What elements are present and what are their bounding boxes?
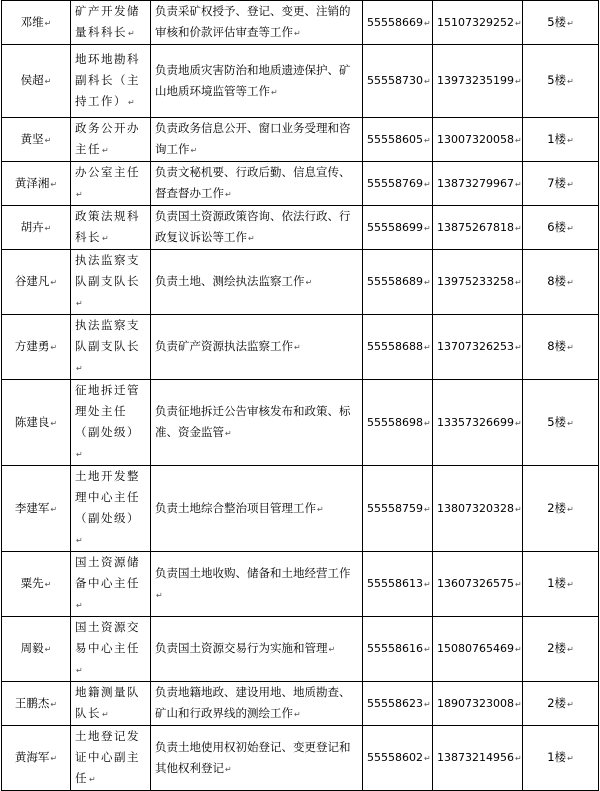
return-mark-icon: ↵ bbox=[156, 590, 163, 600]
staff-name-cell bbox=[2, 380, 71, 466]
staff-name: 谷建凡 bbox=[14, 274, 50, 288]
staff-duty-cell bbox=[151, 552, 363, 617]
staff-title-cell bbox=[71, 726, 151, 791]
return-mark-icon: ↵ bbox=[50, 179, 58, 189]
office-phone: 55558616 bbox=[367, 642, 423, 655]
floor-location: 5楼 bbox=[547, 73, 567, 87]
staff-name-cell bbox=[2, 162, 71, 206]
staff-name: 方建勇 bbox=[14, 339, 50, 353]
staff-duty: 负责征地拆迁公告审核发布和政策、标准、资金监管 bbox=[155, 404, 351, 439]
return-mark-icon: ↵ bbox=[50, 278, 58, 287]
office-phone-cell bbox=[363, 1, 433, 45]
return-mark-icon: ↵ bbox=[514, 645, 522, 654]
staff-title: 国土资源储备中心主任 bbox=[75, 555, 140, 590]
staff-title-cell bbox=[71, 118, 151, 162]
staff-duty: 负责矿产资源执法监察工作 bbox=[155, 339, 293, 353]
staff-duty: 负责地质灾害防治和地质遗迹保护、矿山地质环境监管等工作 bbox=[155, 62, 351, 98]
staff-title-cell bbox=[71, 162, 151, 206]
mobile-phone: 13873214956 bbox=[437, 751, 514, 764]
return-mark-icon: ↵ bbox=[514, 77, 522, 86]
return-mark-icon: ↵ bbox=[424, 645, 431, 654]
staff-title-cell bbox=[71, 1, 151, 45]
staff-name-cell bbox=[2, 1, 71, 45]
staff-title: 地环地勘科副科长（主持工作） bbox=[75, 52, 140, 108]
office-phone-cell bbox=[363, 45, 433, 118]
office-phone: 55558699 bbox=[367, 220, 423, 234]
staff-name-cell bbox=[2, 206, 71, 250]
return-mark-icon: ↵ bbox=[567, 504, 574, 514]
mobile-phone-cell bbox=[433, 380, 523, 466]
staff-duty-cell bbox=[151, 617, 363, 682]
table-row bbox=[2, 466, 599, 552]
return-mark-icon: ↵ bbox=[44, 223, 52, 233]
floor-location-cell bbox=[523, 466, 599, 552]
return-mark-icon: ↵ bbox=[567, 77, 574, 86]
return-mark-icon: ↵ bbox=[294, 343, 301, 352]
office-phone-cell bbox=[363, 552, 433, 617]
return-mark-icon: ↵ bbox=[424, 77, 431, 86]
staff-title-cell bbox=[71, 466, 151, 552]
return-mark-icon: ↵ bbox=[424, 18, 431, 28]
staff-name: 王鹏杰 bbox=[14, 695, 50, 710]
floor-location-cell bbox=[523, 118, 599, 162]
staff-name: 侯超 bbox=[20, 73, 44, 87]
return-mark-icon: ↵ bbox=[424, 580, 431, 589]
staff-title: 执法监察支队副支队长 bbox=[75, 253, 140, 288]
return-mark-icon: ↵ bbox=[44, 18, 52, 28]
floor-location: 7楼 bbox=[547, 175, 567, 190]
office-phone-cell bbox=[363, 206, 433, 250]
return-mark-icon: ↵ bbox=[424, 504, 431, 514]
mobile-phone: 13975233258 bbox=[437, 275, 514, 288]
return-mark-icon: ↵ bbox=[514, 135, 522, 145]
staff-duty: 负责国土资源交易行为实施和管理 bbox=[155, 641, 328, 655]
staff-name: 李建军 bbox=[14, 500, 50, 515]
return-mark-icon: ↵ bbox=[424, 343, 431, 352]
staff-title-cell bbox=[71, 45, 151, 118]
floor-location-cell bbox=[523, 250, 599, 315]
floor-location-cell bbox=[523, 206, 599, 250]
return-mark-icon: ↵ bbox=[128, 98, 137, 107]
staff-title: 执法监察支队副支队长 bbox=[75, 318, 140, 353]
return-mark-icon: ↵ bbox=[424, 223, 431, 233]
return-mark-icon: ↵ bbox=[514, 754, 522, 763]
staff-name: 黄泽湘 bbox=[14, 175, 50, 190]
floor-location-cell bbox=[523, 162, 599, 206]
floor-location-cell bbox=[523, 45, 599, 118]
office-phone: 55558759 bbox=[367, 501, 423, 515]
staff-name-cell bbox=[2, 250, 71, 315]
staff-title-cell bbox=[71, 206, 151, 250]
return-mark-icon: ↵ bbox=[50, 699, 58, 709]
return-mark-icon: ↵ bbox=[567, 754, 574, 763]
mobile-phone-cell bbox=[433, 162, 523, 206]
staff-duty: 负责地籍地政、建设用地、地质勘查、矿山和行政界线的测绘工作 bbox=[155, 685, 351, 720]
floor-location-cell bbox=[523, 552, 599, 617]
floor-location-cell bbox=[523, 380, 599, 466]
staff-duty: 负责国土地收购、储备和土地经营工作 bbox=[155, 565, 351, 580]
staff-title: 办公室主任 bbox=[75, 165, 140, 179]
mobile-phone: 13357326699 bbox=[437, 415, 514, 429]
staff-duty-cell bbox=[151, 682, 363, 726]
staff-title: 国土资源交易中心主任 bbox=[75, 620, 140, 655]
staff-duty: 负责文秘机要、行政后勤、信息宣传、督查督办工作 bbox=[155, 165, 351, 200]
return-mark-icon: ↵ bbox=[567, 135, 574, 145]
staff-duty: 负责土地使用权初始登记、变更登记和其他权利登记 bbox=[155, 739, 351, 775]
staff-duty-cell bbox=[151, 206, 363, 250]
return-mark-icon: ↵ bbox=[50, 343, 58, 352]
mobile-phone-cell bbox=[433, 118, 523, 162]
office-phone-cell bbox=[363, 617, 433, 682]
staff-name: 邓维 bbox=[20, 14, 44, 29]
mobile-phone: 18907323008 bbox=[437, 696, 514, 710]
mobile-phone: 13707326253 bbox=[437, 340, 514, 353]
return-mark-icon: ↵ bbox=[102, 146, 111, 155]
mobile-phone: 13607326575 bbox=[437, 577, 514, 590]
staff-title-cell bbox=[71, 250, 151, 315]
office-phone-cell bbox=[363, 250, 433, 315]
staff-title: 矿产开发储量科科长 bbox=[75, 4, 140, 39]
staff-name-cell bbox=[2, 726, 71, 791]
staff-duty: 负责政务信息公开、窗口业务受理和咨询工作 bbox=[155, 121, 351, 156]
mobile-phone: 13973235199 bbox=[437, 74, 514, 87]
return-mark-icon: ↵ bbox=[305, 278, 313, 287]
mobile-phone: 13875267818 bbox=[437, 220, 514, 234]
mobile-phone: 13807320328 bbox=[437, 501, 514, 515]
return-mark-icon: ↵ bbox=[514, 18, 522, 28]
staff-name-cell bbox=[2, 45, 71, 118]
return-mark-icon: ↵ bbox=[271, 87, 278, 97]
staff-title: 地籍测量队队长 bbox=[75, 685, 140, 720]
return-mark-icon: ↵ bbox=[89, 775, 98, 784]
staff-name: 粟先 bbox=[20, 576, 44, 590]
staff-title: 土地开发整理中心主任（副处级） bbox=[75, 469, 140, 525]
office-phone-cell bbox=[363, 682, 433, 726]
office-phone: 55558730 bbox=[367, 74, 423, 87]
return-mark-icon: ↵ bbox=[514, 580, 522, 589]
table-row bbox=[2, 380, 599, 466]
mobile-phone: 13873279967 bbox=[437, 176, 514, 190]
return-mark-icon: ↵ bbox=[76, 364, 85, 373]
staff-title: 土地登记发证中心副主任 bbox=[75, 729, 140, 785]
return-mark-icon: ↵ bbox=[567, 179, 574, 189]
staff-duty-cell bbox=[151, 118, 363, 162]
return-mark-icon: ↵ bbox=[567, 278, 574, 287]
staff-title-cell bbox=[71, 552, 151, 617]
return-mark-icon: ↵ bbox=[424, 278, 431, 287]
floor-location: 8楼 bbox=[547, 274, 567, 288]
return-mark-icon: ↵ bbox=[50, 418, 58, 428]
mobile-phone-cell bbox=[433, 315, 523, 380]
return-mark-icon: ↵ bbox=[102, 234, 111, 243]
return-mark-icon: ↵ bbox=[128, 29, 137, 38]
return-mark-icon: ↵ bbox=[76, 450, 85, 459]
floor-location-cell bbox=[523, 1, 599, 45]
return-mark-icon: ↵ bbox=[294, 710, 301, 719]
staff-name: 胡卉 bbox=[20, 219, 44, 234]
staff-name-cell bbox=[2, 315, 71, 380]
return-mark-icon: ↵ bbox=[44, 77, 52, 86]
floor-location-cell bbox=[523, 682, 599, 726]
table-row bbox=[2, 315, 599, 380]
table-row bbox=[2, 250, 599, 315]
office-phone: 55558769 bbox=[367, 176, 423, 190]
table-row bbox=[2, 118, 599, 162]
staff-duty-cell bbox=[151, 162, 363, 206]
return-mark-icon: ↵ bbox=[424, 135, 431, 145]
staff-title-cell bbox=[71, 380, 151, 466]
staff-name-cell bbox=[2, 617, 71, 682]
return-mark-icon: ↵ bbox=[424, 418, 431, 428]
staff-duty: 负责土地综合整治项目管理工作 bbox=[155, 500, 316, 515]
floor-location: 5楼 bbox=[547, 14, 567, 29]
office-phone-cell bbox=[363, 380, 433, 466]
staff-duty: 负责土地、测绘执法监察工作 bbox=[155, 274, 305, 288]
return-mark-icon: ↵ bbox=[102, 710, 111, 719]
office-phone-cell bbox=[363, 315, 433, 380]
return-mark-icon: ↵ bbox=[50, 504, 58, 514]
office-phone: 55558613 bbox=[367, 577, 423, 590]
floor-location: 1楼 bbox=[547, 131, 567, 146]
office-phone-cell bbox=[363, 118, 433, 162]
floor-location: 2楼 bbox=[547, 695, 567, 710]
return-mark-icon: ↵ bbox=[225, 429, 232, 438]
return-mark-icon: ↵ bbox=[44, 645, 52, 654]
return-mark-icon: ↵ bbox=[514, 418, 522, 428]
staff-title-cell bbox=[71, 682, 151, 726]
office-phone-cell bbox=[363, 162, 433, 206]
office-phone: 55558688 bbox=[367, 340, 423, 353]
floor-location-cell bbox=[523, 726, 599, 791]
return-mark-icon: ↵ bbox=[567, 699, 574, 709]
return-mark-icon: ↵ bbox=[294, 29, 301, 38]
table-row bbox=[2, 1, 599, 45]
return-mark-icon: ↵ bbox=[424, 699, 431, 709]
table-row bbox=[2, 206, 599, 250]
mobile-phone-cell bbox=[433, 552, 523, 617]
table-row bbox=[2, 162, 599, 206]
table-row bbox=[2, 45, 599, 118]
mobile-phone: 15080765469 bbox=[437, 642, 514, 655]
staff-title: 政策法规科科长 bbox=[75, 209, 140, 244]
return-mark-icon: ↵ bbox=[514, 223, 522, 233]
office-phone: 55558698 bbox=[367, 415, 423, 429]
staff-name: 周毅 bbox=[20, 641, 44, 655]
mobile-phone-cell bbox=[433, 726, 523, 791]
office-phone-cell bbox=[363, 726, 433, 791]
office-phone-cell bbox=[363, 466, 433, 552]
staff-table-body bbox=[2, 1, 599, 791]
return-mark-icon: ↵ bbox=[76, 536, 85, 545]
staff-name-cell bbox=[2, 466, 71, 552]
staff-duty-cell bbox=[151, 380, 363, 466]
return-mark-icon: ↵ bbox=[514, 343, 522, 352]
return-mark-icon: ↵ bbox=[567, 223, 574, 233]
staff-title: 政务公开办主任 bbox=[75, 121, 140, 156]
return-mark-icon: ↵ bbox=[567, 18, 574, 28]
table-row bbox=[2, 552, 599, 617]
return-mark-icon: ↵ bbox=[190, 146, 198, 155]
mobile-phone: 15107329252 bbox=[437, 15, 514, 29]
floor-location-cell bbox=[523, 315, 599, 380]
floor-location: 8楼 bbox=[547, 339, 567, 353]
mobile-phone-cell bbox=[433, 466, 523, 552]
floor-location: 2楼 bbox=[547, 641, 567, 655]
return-mark-icon: ↵ bbox=[317, 504, 324, 514]
staff-name: 陈建良 bbox=[14, 414, 50, 429]
mobile-phone-cell bbox=[433, 682, 523, 726]
return-mark-icon: ↵ bbox=[225, 190, 232, 199]
mobile-phone-cell bbox=[433, 1, 523, 45]
return-mark-icon: ↵ bbox=[76, 601, 85, 610]
return-mark-icon: ↵ bbox=[567, 580, 574, 589]
return-mark-icon: ↵ bbox=[514, 504, 522, 514]
staff-duty-cell bbox=[151, 466, 363, 552]
staff-duty-cell bbox=[151, 726, 363, 791]
return-mark-icon: ↵ bbox=[76, 666, 85, 675]
floor-location: 1楼 bbox=[547, 750, 567, 764]
return-mark-icon: ↵ bbox=[44, 580, 52, 589]
staff-directory-table bbox=[1, 0, 599, 791]
return-mark-icon: ↵ bbox=[567, 645, 574, 654]
staff-duty-cell bbox=[151, 45, 363, 118]
return-mark-icon: ↵ bbox=[248, 234, 255, 243]
staff-title-cell bbox=[71, 315, 151, 380]
staff-duty-cell bbox=[151, 1, 363, 45]
return-mark-icon: ↵ bbox=[514, 278, 522, 287]
staff-name: 黄坚 bbox=[20, 131, 44, 146]
floor-location: 2楼 bbox=[547, 500, 567, 515]
floor-location: 6楼 bbox=[547, 219, 567, 234]
staff-name-cell bbox=[2, 552, 71, 617]
return-mark-icon: ↵ bbox=[44, 135, 52, 145]
office-phone: 55558689 bbox=[367, 275, 423, 288]
staff-name-cell bbox=[2, 682, 71, 726]
mobile-phone: 13007320058 bbox=[437, 132, 514, 146]
floor-location: 5楼 bbox=[547, 414, 567, 429]
return-mark-icon: ↵ bbox=[514, 179, 522, 189]
staff-duty: 负责国土资源政策咨询、依法行政、行政复议诉讼等工作 bbox=[155, 209, 351, 244]
return-mark-icon: ↵ bbox=[328, 645, 336, 654]
mobile-phone-cell bbox=[433, 45, 523, 118]
return-mark-icon: ↵ bbox=[424, 179, 431, 189]
table-row bbox=[2, 726, 599, 791]
return-mark-icon: ↵ bbox=[76, 190, 85, 199]
floor-location-cell bbox=[523, 617, 599, 682]
staff-title-cell bbox=[71, 617, 151, 682]
floor-location: 1楼 bbox=[547, 576, 567, 590]
office-phone: 55558602 bbox=[367, 751, 423, 764]
staff-name: 黄海军 bbox=[14, 750, 50, 764]
staff-title: 征地拆迁管理处主任（副处级） bbox=[75, 383, 140, 439]
staff-name-cell bbox=[2, 118, 71, 162]
return-mark-icon: ↵ bbox=[424, 754, 431, 763]
mobile-phone-cell bbox=[433, 250, 523, 315]
table-row bbox=[2, 617, 599, 682]
staff-duty-cell bbox=[151, 250, 363, 315]
return-mark-icon: ↵ bbox=[76, 299, 85, 308]
return-mark-icon: ↵ bbox=[50, 754, 58, 763]
staff-duty-cell bbox=[151, 315, 363, 380]
return-mark-icon: ↵ bbox=[514, 699, 522, 709]
office-phone: 55558605 bbox=[367, 132, 423, 146]
office-phone: 55558669 bbox=[367, 15, 423, 29]
mobile-phone-cell bbox=[433, 617, 523, 682]
office-phone: 55558623 bbox=[367, 696, 423, 710]
staff-duty: 负责采矿权授予、登记、变更、注销的审核和价款评估审查等工作 bbox=[155, 4, 351, 39]
table-row bbox=[2, 682, 599, 726]
return-mark-icon: ↵ bbox=[567, 343, 574, 352]
mobile-phone-cell bbox=[433, 206, 523, 250]
return-mark-icon: ↵ bbox=[567, 418, 574, 428]
return-mark-icon: ↵ bbox=[225, 764, 232, 774]
